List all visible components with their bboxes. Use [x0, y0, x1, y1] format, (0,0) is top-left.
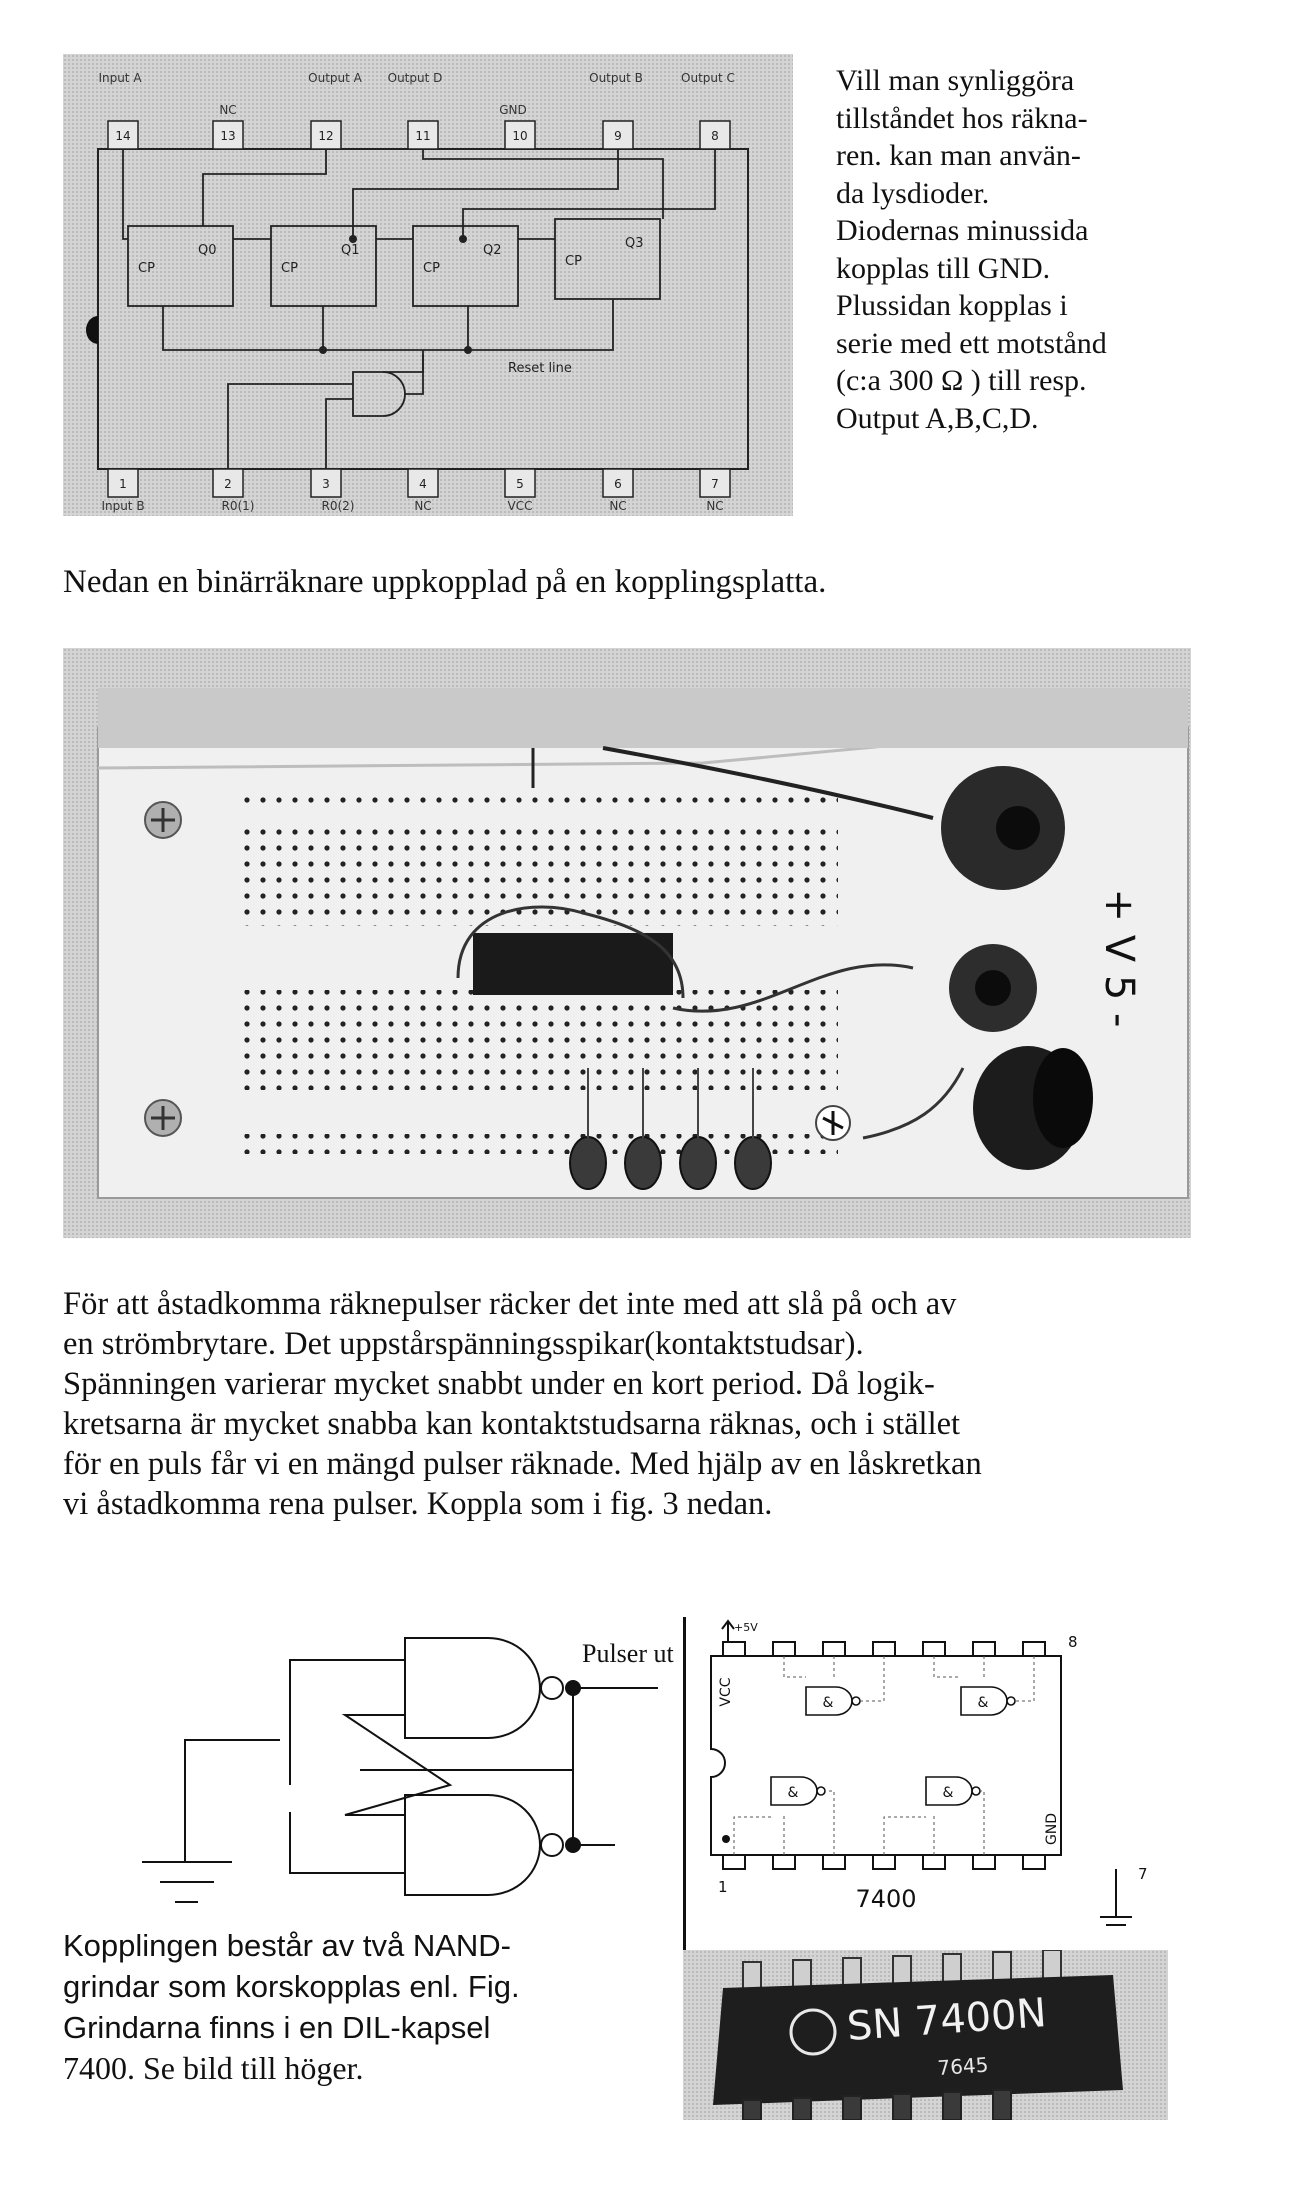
top-label: Output B: [589, 71, 643, 85]
chip-photo: [683, 1950, 1168, 2120]
text-line: da lysdioder.: [836, 176, 990, 210]
top-label: Output C: [681, 71, 735, 85]
text-line: Diodernas minussida: [836, 214, 1089, 247]
flipflop-label: CP: [565, 254, 582, 269]
chip-marking: SN 7400N: [845, 1990, 1048, 2050]
bottom-label: VCC: [507, 499, 533, 513]
pin-number: 8: [711, 129, 719, 143]
pin-number: 3: [322, 477, 330, 491]
pin-1-label: 1: [718, 1878, 728, 1896]
bottom-label: NC: [609, 499, 627, 513]
text-line: Vill man synliggöra: [836, 64, 1075, 97]
pin-number: 5: [516, 477, 524, 491]
caption-line: Grindarna finns i en DIL-kapsel: [63, 2010, 491, 2045]
nand-latch-diagram: [120, 1620, 720, 1920]
top-label: NC: [219, 103, 237, 117]
top-label: GND: [499, 103, 527, 117]
pin-number: 14: [115, 129, 131, 143]
gate-symbol: &: [822, 1695, 834, 1711]
vcc-label: +5V: [734, 1621, 758, 1634]
top-label: Output A: [308, 71, 362, 85]
vcc-text: VCC: [718, 1677, 734, 1707]
bottom-label: Input B: [101, 499, 145, 513]
pin-number: 10: [512, 129, 528, 143]
flipflop-label: Q0: [198, 243, 217, 258]
gate-symbol: &: [977, 1695, 989, 1711]
pin-number: 13: [220, 129, 236, 143]
pin-number: 4: [419, 477, 427, 491]
caption-line: 7400. Se bild till höger.: [63, 2050, 364, 2086]
breadboard-photo: [63, 648, 1191, 1238]
top-label: Input A: [98, 71, 142, 85]
reset-line-label: Reset line: [508, 361, 572, 376]
breadboard-intro: Nedan en binärräknare uppkopplad på en kopplingsplatta.: [63, 564, 827, 600]
pin-number: 7: [711, 477, 719, 491]
chip-date-code: 7645: [936, 2052, 990, 2080]
bottom-label: R0(2): [321, 499, 355, 513]
pinout-7400: [683, 1617, 1171, 1950]
text-line: kopplas till GND.: [836, 251, 1051, 285]
gate-symbol: &: [942, 1785, 954, 1801]
flipflop-label: Q2: [483, 243, 502, 258]
flipflop-label: CP: [281, 261, 298, 276]
flipflop-label: CP: [423, 261, 440, 276]
gate-symbol: &: [787, 1785, 799, 1801]
side-text: [836, 62, 1296, 437]
latch-caption: [63, 1925, 703, 2089]
text-line: vi åstadkomma rena pulser. Koppla som i fig. 3 nedan.: [63, 1486, 773, 1522]
text-line: tillståndet hos räkna-: [836, 101, 1088, 135]
top-label: Output D: [387, 71, 443, 85]
pin-number: 11: [415, 129, 431, 143]
body-paragraph: [63, 1284, 1293, 1524]
pin-number: 2: [224, 477, 232, 491]
text-line: Output A,B,C,D.: [836, 401, 1039, 435]
caption-line: grindar som korskopplas enl. Fig.: [63, 1969, 520, 2004]
pin-7-label: 7: [1138, 1865, 1148, 1883]
pulses-out-label: Pulser ut: [582, 1639, 674, 1668]
bottom-label: NC: [706, 499, 724, 513]
bottom-label: NC: [414, 499, 432, 513]
counter-schematic: [63, 54, 793, 516]
bottom-label: R0(1): [221, 499, 255, 513]
chip-name: 7400: [855, 1885, 917, 1913]
flipflop-label: Q1: [341, 243, 360, 258]
text-line: kretsarna är mycket snabba kan kontaktstudsarna räknas, och i stället: [63, 1406, 961, 1442]
pin-number: 6: [614, 477, 622, 491]
text-line: För att åstadkomma räknepulser räcker det inte med att slå på och av: [63, 1286, 957, 1322]
text-line: en strömbrytare. Det uppstårspänningsspikar(kontaktstudsar).: [63, 1326, 864, 1362]
text-line: serie med ett motstånd: [836, 326, 1107, 360]
pin-8-label: 8: [1068, 1633, 1078, 1651]
flipflop-label: Q3: [625, 236, 644, 251]
gnd-text: GND: [1044, 1812, 1060, 1846]
pin-number: 12: [318, 129, 334, 143]
text-line: för en puls får vi en mängd pulser räknade. Med hjälp av en låskretkan: [63, 1446, 982, 1482]
pin-number: 9: [614, 129, 622, 143]
caption-line: Kopplingen består av två NAND-: [63, 1928, 512, 1963]
pin-number: 1: [119, 477, 127, 491]
text-line: Plussidan kopplas i: [836, 289, 1068, 322]
text-line: (c:a 300 Ω ) till resp.: [836, 364, 1087, 397]
flipflop-label: CP: [138, 261, 155, 276]
text-line: ren. kan man använ-: [836, 139, 1081, 172]
text-line: Spänningen varierar mycket snabbt under en kort period. Då logik-: [63, 1366, 935, 1402]
voltage-label: + V 5 -: [1096, 888, 1142, 1028]
